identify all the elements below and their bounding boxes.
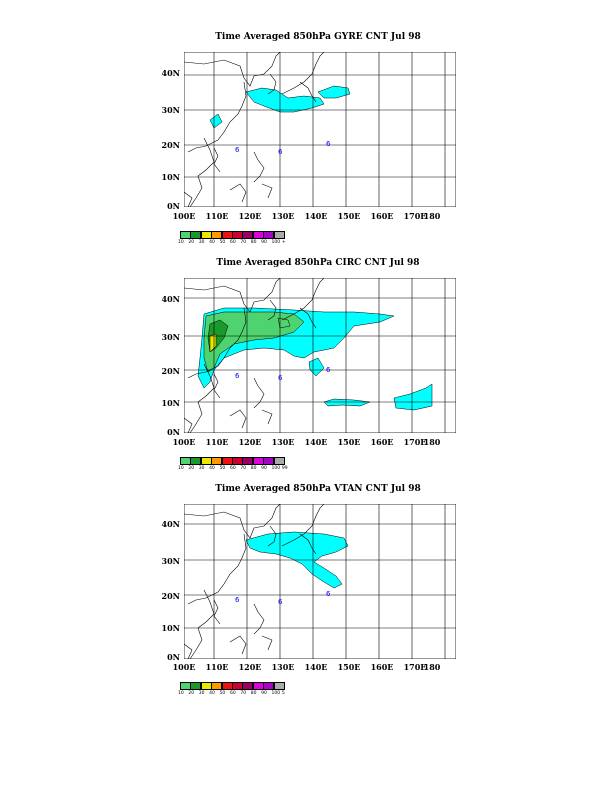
legend-label: 90 bbox=[261, 466, 267, 471]
legend-swatch bbox=[190, 457, 201, 465]
legend-swatch bbox=[180, 457, 191, 465]
legend-swatch bbox=[211, 682, 222, 690]
legend-swatch bbox=[242, 682, 253, 690]
legend-label: 10 bbox=[178, 466, 184, 471]
lat-label: 20N bbox=[161, 591, 180, 601]
legend-swatch bbox=[180, 231, 191, 239]
legend-label: 100 bbox=[271, 240, 281, 245]
svg-text:6: 6 bbox=[326, 140, 331, 148]
legend-label: 40 bbox=[209, 466, 215, 471]
legend-label: 60 bbox=[229, 691, 236, 696]
lat-label: 20N bbox=[161, 366, 180, 376]
lon-label: 170E bbox=[403, 211, 427, 221]
legend-swatch bbox=[242, 457, 253, 465]
lon-label: 180 bbox=[423, 662, 441, 672]
legend-swatch bbox=[201, 682, 212, 690]
panel-2-map bbox=[184, 278, 456, 433]
lat-label: 10N bbox=[161, 623, 180, 633]
legend-swatch bbox=[201, 231, 212, 239]
legend-label: 5 bbox=[281, 691, 285, 696]
panel-2-legend-labels bbox=[178, 466, 292, 471]
lon-label: 120E bbox=[238, 211, 262, 221]
legend-swatch bbox=[211, 231, 222, 239]
legend-swatch bbox=[190, 231, 201, 239]
lon-label: 160E bbox=[370, 437, 394, 447]
legend-swatch bbox=[222, 457, 233, 465]
lon-label: 110E bbox=[205, 437, 229, 447]
lon-label: 140E bbox=[304, 662, 328, 672]
lon-label: 130E bbox=[271, 662, 295, 672]
legend-swatch bbox=[222, 231, 233, 239]
legend-label: 40 bbox=[209, 240, 215, 245]
lat-label: 30N bbox=[161, 332, 180, 342]
legend-label: 20 bbox=[188, 240, 195, 245]
svg-text:6: 6 bbox=[278, 598, 283, 606]
lat-label: 40N bbox=[161, 68, 180, 78]
legend-swatch bbox=[274, 682, 285, 690]
svg-text:6: 6 bbox=[235, 596, 240, 604]
lat-label: 30N bbox=[161, 105, 180, 115]
lon-label: 110E bbox=[205, 662, 229, 672]
panel-1-title: Time Averaged 850hPa GYRE CNT Jul 98 bbox=[215, 32, 421, 42]
panel-3-title: Time Averaged 850hPa VTAN CNT Jul 98 bbox=[215, 484, 421, 494]
legend-label: 40 bbox=[209, 691, 215, 696]
lon-label: 160E bbox=[370, 662, 394, 672]
legend-label: 70 bbox=[240, 691, 247, 696]
lon-label: 120E bbox=[238, 437, 262, 447]
lon-label: 100E bbox=[172, 437, 196, 447]
svg-text:6: 6 bbox=[326, 366, 331, 374]
legend-swatch bbox=[180, 682, 191, 690]
lon-label: 180 bbox=[423, 211, 441, 221]
svg-text:6: 6 bbox=[278, 374, 283, 382]
panel-1-map bbox=[184, 52, 456, 207]
lon-label: 120E bbox=[238, 662, 262, 672]
legend-swatch bbox=[274, 457, 285, 465]
lon-label: 140E bbox=[304, 211, 328, 221]
map-frame bbox=[184, 504, 456, 659]
lon-label: 150E bbox=[337, 662, 361, 672]
legend-label: 100 bbox=[271, 466, 281, 471]
lon-label: 100E bbox=[172, 662, 196, 672]
legend-label: 30 bbox=[198, 240, 205, 245]
legend-label: 80 bbox=[250, 691, 257, 696]
lat-label: 20N bbox=[161, 140, 180, 150]
lon-label: 160E bbox=[370, 211, 394, 221]
svg-text:6: 6 bbox=[326, 590, 331, 598]
panel-2-title: Time Averaged 850hPa CIRC CNT Jul 98 bbox=[216, 258, 420, 268]
legend-label: 100 bbox=[271, 691, 281, 696]
lat-label: 10N bbox=[161, 398, 180, 408]
legend-label: 50 bbox=[219, 691, 226, 696]
lat-label: 10N bbox=[161, 172, 180, 182]
lat-label: 0N bbox=[167, 427, 180, 437]
panel-1-color-legend bbox=[180, 231, 284, 239]
svg-text:6: 6 bbox=[235, 146, 240, 154]
legend-label: 80 bbox=[250, 240, 257, 245]
legend-swatch bbox=[232, 682, 243, 690]
legend-swatch bbox=[222, 682, 233, 690]
legend-label: 60 bbox=[229, 240, 236, 245]
legend-label: 80 bbox=[250, 466, 257, 471]
legend-swatch bbox=[263, 457, 274, 465]
legend-swatch bbox=[253, 231, 264, 239]
lon-label: 130E bbox=[271, 211, 295, 221]
panel-3-map bbox=[184, 504, 456, 659]
legend-swatch bbox=[201, 457, 212, 465]
legend-swatch bbox=[253, 682, 264, 690]
panel-3-legend-labels bbox=[178, 691, 292, 696]
legend-label: 50 bbox=[219, 240, 226, 245]
lon-label: 110E bbox=[205, 211, 229, 221]
lon-label: 130E bbox=[271, 437, 295, 447]
legend-label: 90 bbox=[261, 240, 267, 245]
legend-label: 60 bbox=[229, 466, 236, 471]
legend-swatch bbox=[232, 457, 243, 465]
legend-label: 10 bbox=[178, 691, 184, 696]
lat-label: 0N bbox=[167, 652, 180, 662]
legend-label: 99 bbox=[281, 466, 288, 471]
svg-text:6: 6 bbox=[235, 372, 240, 380]
lon-label: 170E bbox=[403, 662, 427, 672]
lat-label: 40N bbox=[161, 519, 180, 529]
legend-swatch bbox=[263, 231, 274, 239]
legend-label: 20 bbox=[188, 466, 195, 471]
lon-label: 100E bbox=[172, 211, 196, 221]
lon-label: 150E bbox=[337, 211, 361, 221]
legend-swatch bbox=[274, 231, 285, 239]
legend-label: 10 bbox=[178, 240, 184, 245]
legend-label: 70 bbox=[240, 240, 247, 245]
lat-label: 0N bbox=[167, 201, 180, 211]
legend-swatch bbox=[232, 231, 243, 239]
lat-label: 30N bbox=[161, 556, 180, 566]
lon-label: 150E bbox=[337, 437, 361, 447]
legend-swatch bbox=[242, 231, 253, 239]
legend-label: + bbox=[281, 240, 286, 245]
lat-label: 40N bbox=[161, 294, 180, 304]
legend-swatch bbox=[190, 682, 201, 690]
panel-1-legend-labels bbox=[178, 240, 292, 245]
legend-label: 20 bbox=[188, 691, 195, 696]
legend-label: 30 bbox=[198, 466, 205, 471]
panel-3-color-legend bbox=[180, 682, 284, 690]
legend-label: 70 bbox=[240, 466, 247, 471]
lon-label: 140E bbox=[304, 437, 328, 447]
legend-label: 50 bbox=[219, 466, 226, 471]
legend-swatch bbox=[263, 682, 274, 690]
legend-swatch bbox=[253, 457, 264, 465]
lon-label: 170E bbox=[403, 437, 427, 447]
legend-label: 30 bbox=[198, 691, 205, 696]
legend-swatch bbox=[211, 457, 222, 465]
svg-text:6: 6 bbox=[278, 148, 283, 156]
legend-label: 90 bbox=[261, 691, 267, 696]
lon-label: 180 bbox=[423, 437, 441, 447]
panel-2-color-legend bbox=[180, 457, 284, 465]
